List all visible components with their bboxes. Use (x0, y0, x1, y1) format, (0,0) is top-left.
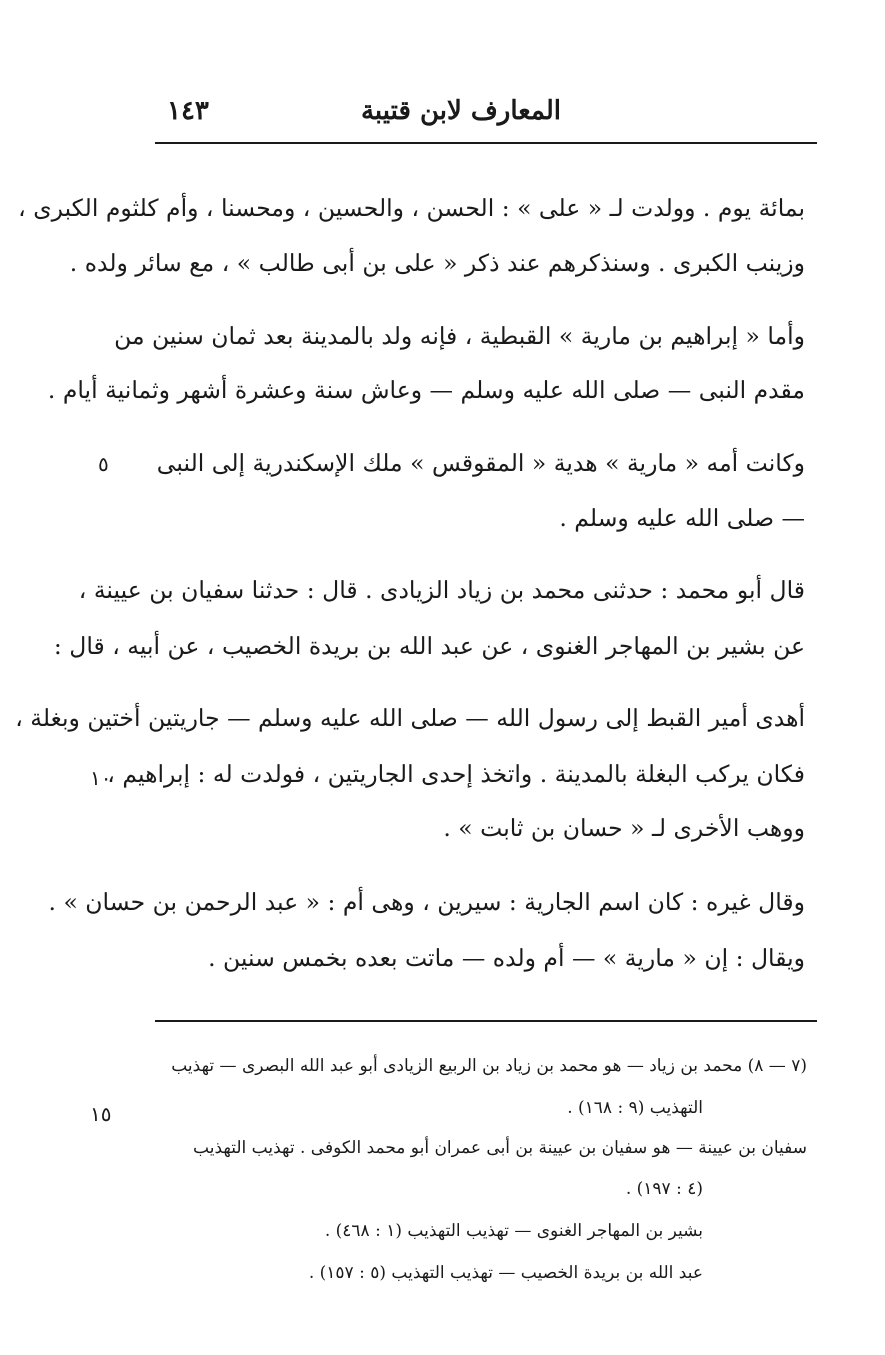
body-line: بمائة يوم . وولدت لـ « على » : الحسن ، والحسين ، ومحسنا ، وأم كلثوم الكبرى ، (18, 194, 805, 222)
body-line: ووهب الأخرى لـ « حسان بن ثابت » . (443, 814, 805, 842)
page-number: ١٤٣ (167, 96, 209, 126)
footnote-line: (٧ — ٨) محمد بن زياد — هو محمد بن زياد بن الربيع الزيادى أبو عبد الله البصرى — تهذيب (171, 1056, 807, 1076)
footnote-line: بشير بن المهاجر الغنوى — تهذيب التهذيب (١ : ٤٦٨) . (324, 1221, 703, 1241)
line-number-15: ١٥ (90, 1102, 112, 1126)
body-line: أهدى أمير القبط إلى رسول الله — صلى الله عليه وسلم — جاريتين أختين وبغلة ، (15, 704, 805, 732)
body-line: وأما « إبراهيم بن مارية » القبطية ، فإنه ولد بالمدينة بعد ثمان سنين من (114, 322, 805, 350)
page-header (155, 96, 817, 142)
body-line: قال أبو محمد : حدثنى محمد بن زياد الزيادى . قال : حدثنا سفيان بن عيينة ، (78, 576, 805, 604)
body-line: — صلى الله عليه وسلم . (559, 504, 805, 532)
header-rule (155, 142, 817, 144)
footnote-rule (155, 1020, 817, 1022)
body-line: وقال غيره : كان اسم الجارية : سيرين ، وهى أم : « عبد الرحمن بن حسان » . (48, 888, 805, 916)
footnote-line: التهذيب (٩ : ١٦٨) . (567, 1098, 703, 1118)
line-number-10: ١٠ (90, 766, 112, 790)
running-title: المعارف لابن قتيبة (360, 96, 561, 126)
footnote-line: (٤ : ١٩٧) . (625, 1179, 703, 1199)
body-line: فكان يركب البغلة بالمدينة . واتخذ إحدى الجاريتين ، فولدت له : إبراهيم ، (107, 760, 805, 788)
footnote-line: سفيان بن عيينة — هو سفيان بن عيينة بن أبى عمران أبو محمد الكوفى . تهذيب التهذيب (193, 1138, 807, 1158)
body-line: وزينب الكبرى . وسنذكرهم عند ذكر « على بن أبى طالب » ، مع سائر ولده . (69, 249, 805, 277)
body-line: عن بشير بن المهاجر الغنوى ، عن عبد الله بن بريدة الخصيب ، عن أبيه ، قال : (53, 632, 805, 660)
line-number-5: ٥ (98, 452, 109, 476)
body-line: وكانت أمه « مارية » هدية « المقوقس » ملك الإسكندرية إلى النبى (156, 449, 805, 477)
footnote-line: عبد الله بن بريدة الخصيب — تهذيب التهذيب (٥ : ١٥٧) . (308, 1263, 703, 1283)
body-line: مقدم النبى — صلى الله عليه وسلم — وعاش سنة وعشرة أشهر وثمانية أيام . (47, 376, 805, 404)
body-line: ويقال : إن « مارية » — أم ولده — ماتت بعده بخمس سنين . (208, 944, 805, 972)
